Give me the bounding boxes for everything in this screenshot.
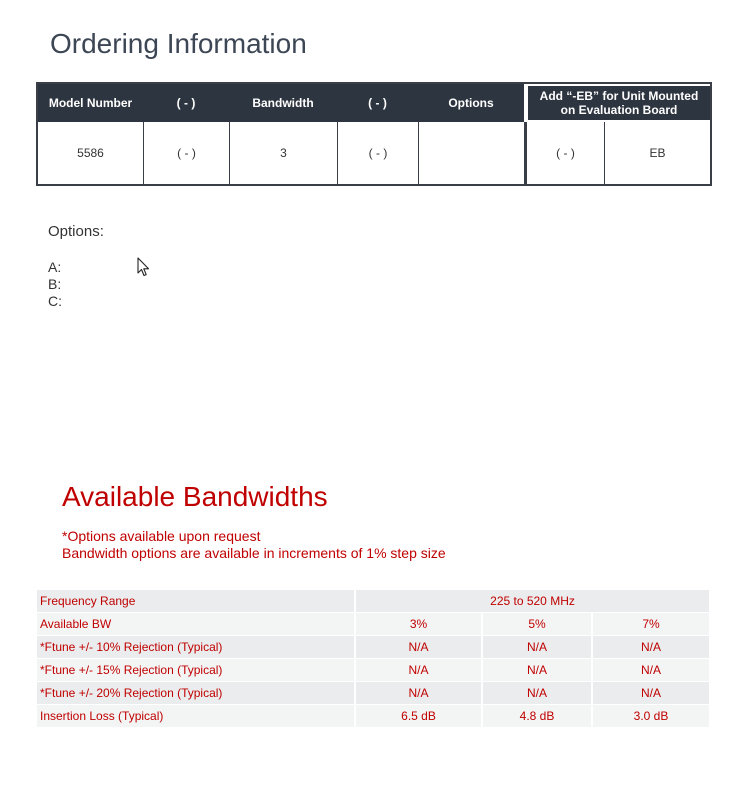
row-label: Insertion Loss (Typical) [37,705,356,728]
bandwidth-note-options: *Options available upon request [62,528,261,544]
header-model-number: Model Number [38,84,143,122]
row-value: N/A [483,682,593,705]
row-value: 6.5 dB [356,705,483,728]
row-value: N/A [483,659,593,682]
value-options [418,122,524,184]
mouse-pointer-icon [137,257,151,277]
bandwidth-note-increments: Bandwidth options are available in increments of 1% step size [62,545,446,561]
table-row [37,659,709,682]
row-label: *Ftune +/- 10% Rejection (Typical) [37,636,356,659]
value-dash-1: ( - ) [143,122,229,184]
ordering-title: Ordering Information [50,28,307,59]
option-b: B: [48,276,62,292]
row-value: 225 to 520 MHz [356,590,709,613]
bandwidth-table [37,590,709,728]
row-label: Frequency Range [37,590,356,613]
header-bandwidth: Bandwidth [229,84,337,122]
options-heading: Options: [48,223,104,240]
row-value: 7% [593,613,709,636]
option-a: A: [48,259,62,275]
ordering-table [36,82,712,186]
bandwidths-title: Available Bandwidths [62,481,328,512]
row-label: *Ftune +/- 15% Rejection (Typical) [37,659,356,682]
table-row [37,705,709,728]
row-value: N/A [356,682,483,705]
row-value: 3.0 dB [593,705,709,728]
row-value: N/A [593,636,709,659]
header-options: Options [418,84,524,122]
value-dash-2: ( - ) [337,122,418,184]
header-eb-option: Add “-EB” for Unit Mounted on Evaluation Board [528,86,710,120]
value-dash-3: ( - ) [524,122,604,184]
header-dash-2: ( - ) [337,84,418,122]
row-value: N/A [356,659,483,682]
row-label: Available BW [37,613,356,636]
row-value: 5% [483,613,593,636]
table-row [37,636,709,659]
row-value: N/A [593,659,709,682]
value-bandwidth: 3 [229,122,337,184]
table-row [37,590,709,613]
row-value: 3% [356,613,483,636]
option-c: C: [48,293,62,309]
header-dash-1: ( - ) [143,84,229,122]
value-eb: EB [604,122,710,184]
row-value: 4.8 dB [483,705,593,728]
table-row [37,682,709,705]
value-model-number: 5586 [77,146,104,160]
table-row [37,613,709,636]
row-value: N/A [483,636,593,659]
row-label: *Ftune +/- 20% Rejection (Typical) [37,682,356,705]
row-value: N/A [593,682,709,705]
row-value: N/A [356,636,483,659]
